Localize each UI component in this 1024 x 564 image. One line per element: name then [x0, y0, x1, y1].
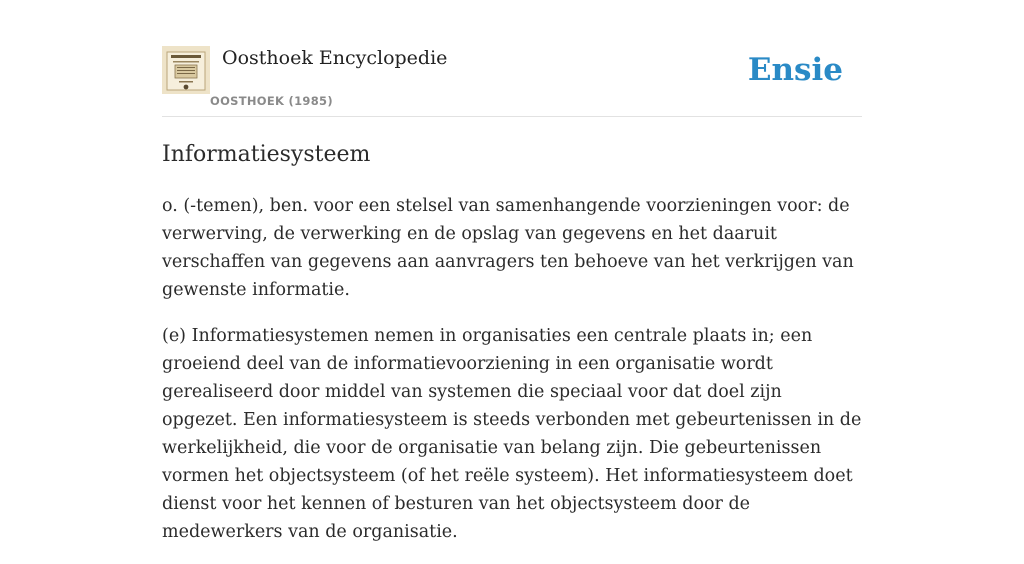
book-cover-icon[interactable] [162, 46, 210, 94]
definition-paragraph: o. (-temen), ben. voor een stelsel van samenhangende voorzieningen voor: de verwerving, de verwerking en de opslag van gegevens en het daaruit verschaffen van gegevens aan aanvragers ten behoeve van het verkrijgen van gewenste informatie. [162, 196, 854, 300]
book-publisher-year: OOSTHOEK (1985) [210, 94, 333, 108]
entry-title: Informatiesysteem [162, 142, 371, 167]
book-title[interactable]: Oosthoek Encyclopedie [222, 47, 448, 69]
entry-body [162, 192, 862, 564]
explanation-paragraph: (e) Informatiesystemen nemen in organisaties een centrale plaats in; een groeiend deel van de informatievoorziening in een organisatie wordt gerealiseerd door middel van systemen die speciaal voor dat doel zijn opgezet. Een informatiesysteem is steeds verbonden met gebeurtenissen in de werkelijkheid, die voor de organisatie van belang zijn. Die gebeurtenissen vormen het objectsysteem (of het reële systeem). Het informatiesysteem doet dienst voor het kennen of besturen van het objectsysteem door de medewerkers van de organisatie. [162, 326, 862, 542]
header [162, 44, 862, 117]
ensie-logo-link[interactable]: Ensie [747, 52, 843, 88]
